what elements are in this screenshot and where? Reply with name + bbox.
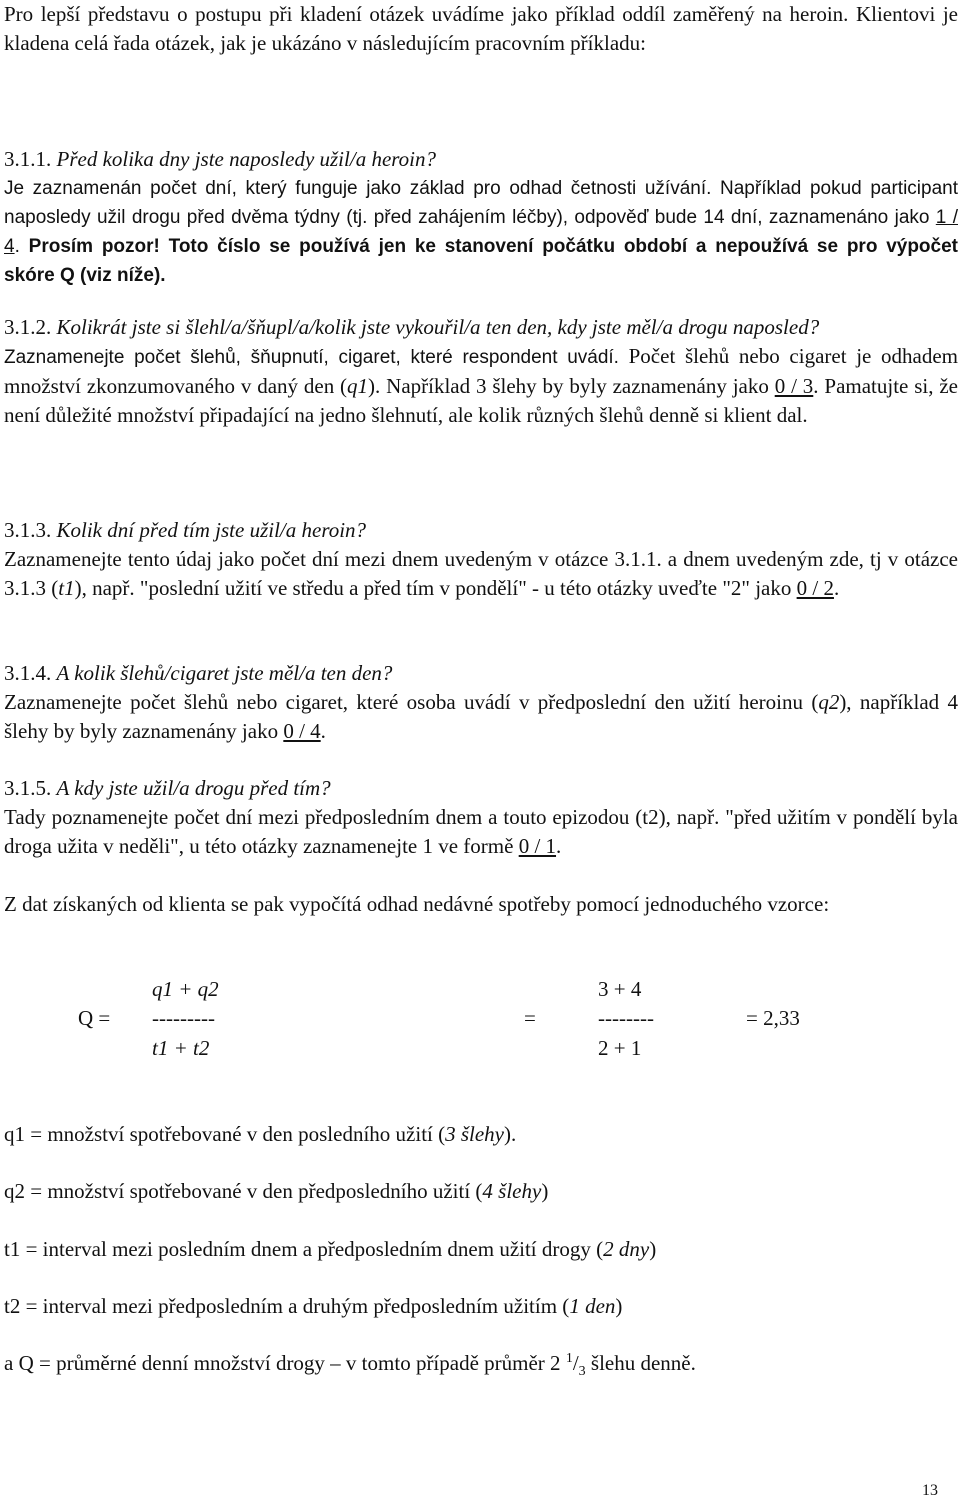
question-text: Před kolika dny jste naposledy užil/a heroin? (56, 147, 436, 171)
body-text: . (833, 576, 840, 600)
fraction-slash: / (572, 1351, 579, 1375)
formula-numerator-value: 3 + 4 (598, 977, 642, 1001)
question-text: Kolik dní před tím jste užil/a heroin? (56, 518, 367, 542)
definition-text: t1 = interval mezi posledním dnem a předposledním dnem užití drogy ( (4, 1237, 604, 1261)
section-number: 3.1.4. (4, 661, 52, 685)
body-3-1-4 (4, 688, 958, 746)
definition-text: ) (615, 1294, 623, 1318)
formula-fraction-bar-values: -------- (598, 1006, 654, 1030)
body-text: ). Například 3 šlehy by byly zaznamenány jako (368, 374, 775, 398)
definition-text: ). (504, 1122, 517, 1146)
definition-text: ) (541, 1179, 549, 1203)
definition-text: a Q = průměrné denní množství drogy – v tomto případě průměr 2 (4, 1351, 566, 1375)
body-text: Zaznamenejte počet šlehů nebo cigaret, které osoba uvádí v předposlední den užití heroinu ( (4, 690, 819, 714)
body-text: ), například 4 šlehy by byly zaznamenány jako (4, 690, 959, 743)
body-text: . (14, 236, 29, 257)
body-text: . Pamatujte si, že není důležité množství připadající na jedno šlehnutí, ale kolik různých šlehů denně si klient dal. (4, 374, 958, 427)
example-value: 0 / 1 (518, 834, 557, 858)
definition-text: q1 = množství spotřebované v den posledního užití ( (4, 1122, 446, 1146)
body-text: Počet šlehů nebo cigaret je odhadem množství zkonzumovaného v daný den ( (4, 344, 958, 398)
body-text: Zaznamenejte tento údaj jako počet dní mezi dnem uvedeným v otázce 3.1.1. a dnem uvedeným zde, tj v otázce 3.1.3 ( (4, 547, 958, 600)
question-text: Kolikrát jste si šlehl/a/šňupl/a/kolik jste vykouřil/a ten den, kdy jste měl/a drogu naposled? (56, 315, 820, 339)
section-number: 3.1.1. (4, 147, 52, 171)
section-3-1-1 (4, 145, 958, 290)
section-3-1-2 (4, 313, 958, 430)
question-text: A kolik šlehů/cigaret jste měl/a ten den? (56, 661, 393, 685)
body-3-1-1 (4, 174, 958, 290)
variable-q2: q2 (818, 690, 840, 714)
definition-value: 4 šlehy (482, 1179, 542, 1203)
intro-paragraph: Pro lepší představu o postupu při kladení otázek uvádíme jako příklad oddíl zaměřený na heroin. Klientovi je kladena celá řada otázek, jak je ukázáno v následujícím pracovním příkladu: (4, 2, 958, 55)
variable-q1: q1 (347, 374, 369, 398)
question-3-1-5 (4, 774, 958, 803)
definition-text: t2 = interval mezi předposledním a druhým předposledním užitím ( (4, 1294, 570, 1318)
definition-q2 (4, 1179, 548, 1204)
example-value: 0 / 4 (283, 719, 321, 743)
body-text: ), např. "poslední užití ve středu a před tím v pondělí" - u této otázky uveďte "2" jako (74, 576, 797, 600)
section-number: 3.1.2. (4, 315, 52, 339)
section-3-1-3 (4, 516, 958, 603)
warning-note: Prosím pozor! Toto číslo se používá jen ke stanovení počátku období a nepoužívá se pro výpočet skóre Q (viz níže). (4, 236, 959, 286)
body-text-sans: Zaznamenejte počet šlehů, šňupnutí, cigaret, které respondent uvádí. (4, 347, 619, 368)
formula-fraction-bar: --------- (152, 1006, 215, 1030)
formula-intro: Z dat získaných od klienta se pak vypočítá odhad nedávné spotřeby pomocí jednoduchého vzorce: (4, 892, 830, 916)
question-3-1-4 (4, 659, 958, 688)
example-value: 0 / 2 (796, 576, 834, 600)
body-3-1-5 (4, 803, 958, 861)
definition-text: q2 = množství spotřebované v den předposledního užití ( (4, 1179, 483, 1203)
example-value: 1 / 4 (4, 207, 958, 257)
section-3-1-5 (4, 774, 958, 861)
definition-q1 (4, 1122, 516, 1147)
page-number: 13 (922, 1482, 938, 1499)
body-3-1-3 (4, 545, 958, 603)
formula-equals: = (524, 1006, 536, 1030)
fraction-denominator: 3 (578, 1364, 586, 1380)
definition-value: 3 šlehy (445, 1122, 505, 1146)
question-3-1-3 (4, 516, 958, 545)
section-3-1-4 (4, 659, 958, 746)
question-3-1-2 (4, 313, 958, 342)
section-number: 3.1.5. (4, 776, 52, 800)
formula-denominator-value: 2 + 1 (598, 1036, 642, 1060)
body-text: . (320, 719, 326, 743)
example-value: 0 / 3 (774, 374, 814, 398)
body-3-1-2 (4, 342, 958, 430)
definition-t2 (4, 1294, 622, 1319)
definition-value: 1 den (569, 1294, 616, 1318)
question-text: A kdy jste užil/a drogu před tím? (56, 776, 331, 800)
fraction-numerator: 1 (565, 1351, 573, 1366)
definition-text: ) (649, 1237, 657, 1261)
section-number: 3.1.3. (4, 518, 52, 542)
body-text: . (556, 834, 562, 858)
question-3-1-1 (4, 145, 958, 174)
definition-q (4, 1351, 696, 1380)
variable-t1: t1 (58, 576, 75, 600)
formula-lhs: Q = (78, 1006, 111, 1030)
definition-value: 2 dny (603, 1237, 650, 1261)
formula-denominator-symbolic: t1 + t2 (152, 1036, 210, 1060)
formula-result: = 2,33 (746, 1006, 800, 1030)
definition-t1 (4, 1237, 656, 1262)
formula-numerator-symbolic: q1 + q2 (152, 977, 219, 1001)
body-text: Tady poznamenejte počet dní mezi předposledním dnem a touto epizodou (t2), např. "před užitím v pondělí byla droga užita v neděli", u této otázky zaznamenejte 1 ve formě (4, 805, 958, 858)
body-text: Je zaznamenán počet dní, který funguje jako základ pro odhad četnosti užívání. Například pokud participant naposledy užil drogu před dvěma týdny (tj. před zahájením léčby), odpověď bude 14 dní, zaznamenáno jako (4, 178, 958, 228)
definition-text: šlehu denně. (585, 1351, 696, 1375)
